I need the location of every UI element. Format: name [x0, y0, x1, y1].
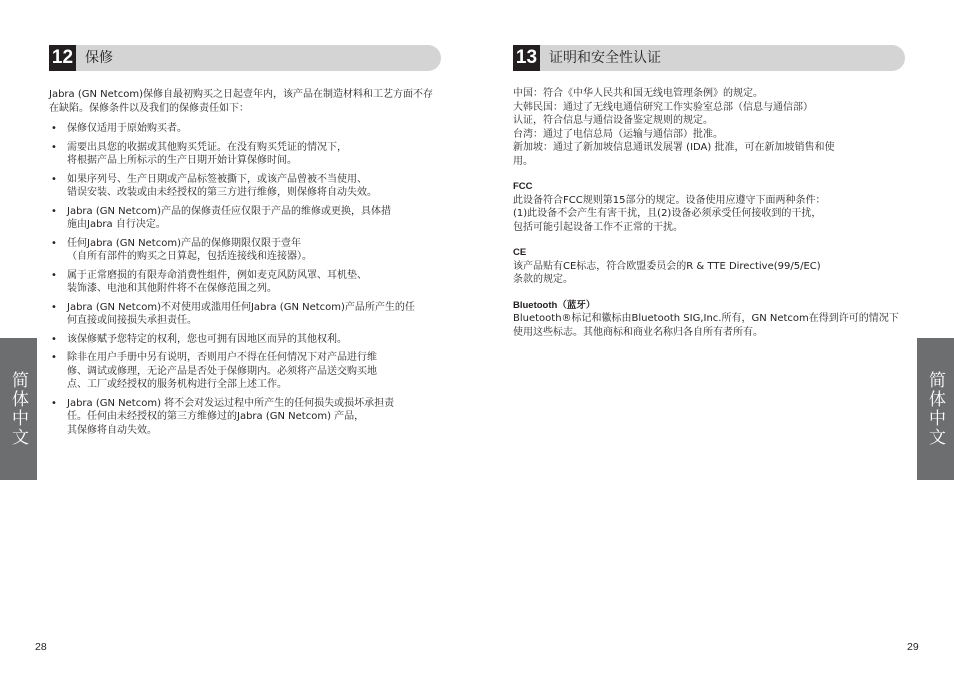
bullet-text-line: Jabra (GN Netcom)不对使用或滥用任何Jabra (GN Netcom)产品所产生的任 [67, 301, 415, 313]
bluetooth-section [513, 299, 907, 340]
bullet-dot: • [51, 352, 57, 363]
text-line: (1)此设备不会产生有害干扰，且(2)设备必须承受任何接收到的干扰， [513, 208, 822, 219]
bullet-text-line: （自所有部件的购买之日算起，包括连接线和连接器）。 [67, 251, 312, 262]
bullet-text-line: 装饰漆、电池和其他附件将不在保修范围之列。 [67, 283, 277, 294]
bullet-text-line: 属于正常磨损的有限寿命消费性组件，例如麦克风防风罩、耳机垫、 [67, 269, 367, 281]
bullet-dot: • [51, 237, 57, 249]
bullet-text-line: 任。任何由未经授权的第三方维修过的Jabra (GN Netcom) 产品， [67, 411, 365, 422]
text-line: 使用这些标志。其他商标和商业名称归各自所有者所有。 [513, 326, 763, 338]
ce-text [513, 260, 907, 287]
warranty-bullet-item [49, 269, 441, 296]
bullet-text-line: 修、调试或修理，无论产品是否处于保修期内。必须将产品送交购买地 [67, 365, 377, 377]
warranty-bullet-item [49, 333, 441, 347]
bullet-text-line: 如果序列号、生产日期或产品标签被撕下，或该产品曾被不当使用、 [67, 173, 367, 185]
certification-content [513, 87, 907, 351]
ce-title: CE [513, 247, 527, 258]
text-line: 台湾：通过了电信总局（运输与通信部）批准。 [513, 128, 723, 140]
language-side-tab: 简体中文 [917, 338, 954, 480]
bullet-text-line: 除非在用户手册中另有说明，否则用户不得在任何情况下对产品进行维 [67, 352, 377, 363]
bullet-text-line: 该保修赋予您特定的权利，您也可拥有因地区而异的其他权利。 [67, 333, 347, 345]
section-title: 保修 [85, 50, 113, 66]
bullet-text-line: 施由Jabra 自行决定。 [67, 219, 166, 230]
fcc-section [513, 180, 907, 234]
text-line: 用。 [513, 155, 533, 167]
warranty-bullet-item [49, 141, 441, 168]
bullet-dot: • [51, 205, 57, 217]
bullet-dot: • [51, 141, 57, 153]
warranty-bullet-item [49, 351, 441, 392]
warranty-bullet-item [49, 205, 441, 232]
warranty-bullet-item [49, 122, 441, 136]
bullet-dot: • [51, 333, 57, 345]
text-line: 条款的规定。 [513, 274, 573, 285]
page-number: 28 [35, 641, 47, 653]
bullet-text-line: 需要出具您的收据或其他购买凭证。在没有购买凭证的情况下， [67, 141, 347, 153]
warranty-bullet-item [49, 237, 441, 264]
warranty-intro: Jabra (GN Netcom)保修自最初购买之日起壹年内，该产品在制造材料和工艺方面不存在缺陷。保修条件以及我们的保修责任如下： [49, 89, 433, 114]
text-line: 大韩民国：通过了无线电通信研究工作实验室总部（信息与通信部） [513, 101, 813, 113]
bullet-text-line: 点、工厂或经授权的服务机构进行全部上述工作。 [67, 379, 287, 390]
right-page [477, 0, 954, 687]
text-line: 认证，符合信息与通信设备鉴定规则的规定。 [513, 115, 713, 126]
certification-intro [513, 87, 907, 168]
bullet-text-line: 将根据产品上所标示的生产日期开始计算保修时间。 [67, 155, 297, 166]
text-line: 新加坡：通过了新加坡信息通讯发展署 (IDA) 批准，可在新加坡销售和使 [513, 142, 835, 153]
bullet-dot: • [51, 397, 57, 409]
bullet-text-line: 保修仅适用于原始购买者。 [67, 123, 187, 134]
warranty-bullet-item [49, 397, 441, 438]
bullet-dot: • [51, 269, 57, 281]
bullet-dot: • [51, 173, 57, 185]
warranty-content [49, 88, 441, 442]
bullet-text-line: 任何Jabra (GN Netcom)产品的保修期限仅限于壹年 [67, 237, 301, 249]
warranty-bullet-list [49, 122, 441, 437]
warranty-bullet-item [49, 173, 441, 200]
text-line: 中国：符合《中华人民共和国无线电管理条例》的规定。 [513, 88, 763, 99]
section-number: 12 [49, 45, 76, 71]
bullet-text-line: 其保修将自动失效。 [67, 424, 157, 436]
section-number: 13 [513, 45, 540, 71]
section-header-certification [513, 45, 905, 71]
language-side-tab: 简体中文 [0, 338, 37, 480]
bullet-dot: • [51, 301, 57, 313]
bluetooth-title: Bluetooth（蓝牙） [513, 299, 596, 311]
text-line: Bluetooth®标记和徽标由Bluetooth SIG,Inc.所有，GN Netcom在得到许可的情况下 [513, 313, 899, 324]
fcc-text [513, 194, 907, 235]
warranty-bullet-item [49, 301, 441, 328]
section-title: 证明和安全性认证 [549, 50, 661, 66]
bluetooth-text [513, 312, 907, 339]
bullet-text-line: Jabra (GN Netcom)产品的保修责任应仅限于产品的维修或更换，具体措 [67, 205, 391, 217]
text-line: 该产品贴有CE标志，符合欧盟委员会的R & TTE Directive(99/5/EC) [513, 260, 821, 272]
fcc-title: FCC [513, 181, 533, 192]
text-line: 此设备符合FCC规则第15部分的规定。设备使用应遵守下面两种条件： [513, 194, 826, 206]
bullet-text-line: Jabra (GN Netcom) 将不会对发运过程中所产生的任何损失或损坏承担责 [67, 397, 395, 409]
page-number: 29 [907, 641, 919, 653]
section-header-warranty [49, 45, 441, 71]
bullet-text-line: 何直接或间接损失承担责任。 [67, 315, 197, 326]
bullet-text-line: 错误安装、改装或由未经授权的第三方进行维修，则保修将自动失效。 [67, 187, 377, 198]
ce-section [513, 246, 907, 287]
bullet-dot: • [51, 123, 57, 134]
text-line: 包括可能引起设备工作不正常的干扰。 [513, 221, 683, 233]
